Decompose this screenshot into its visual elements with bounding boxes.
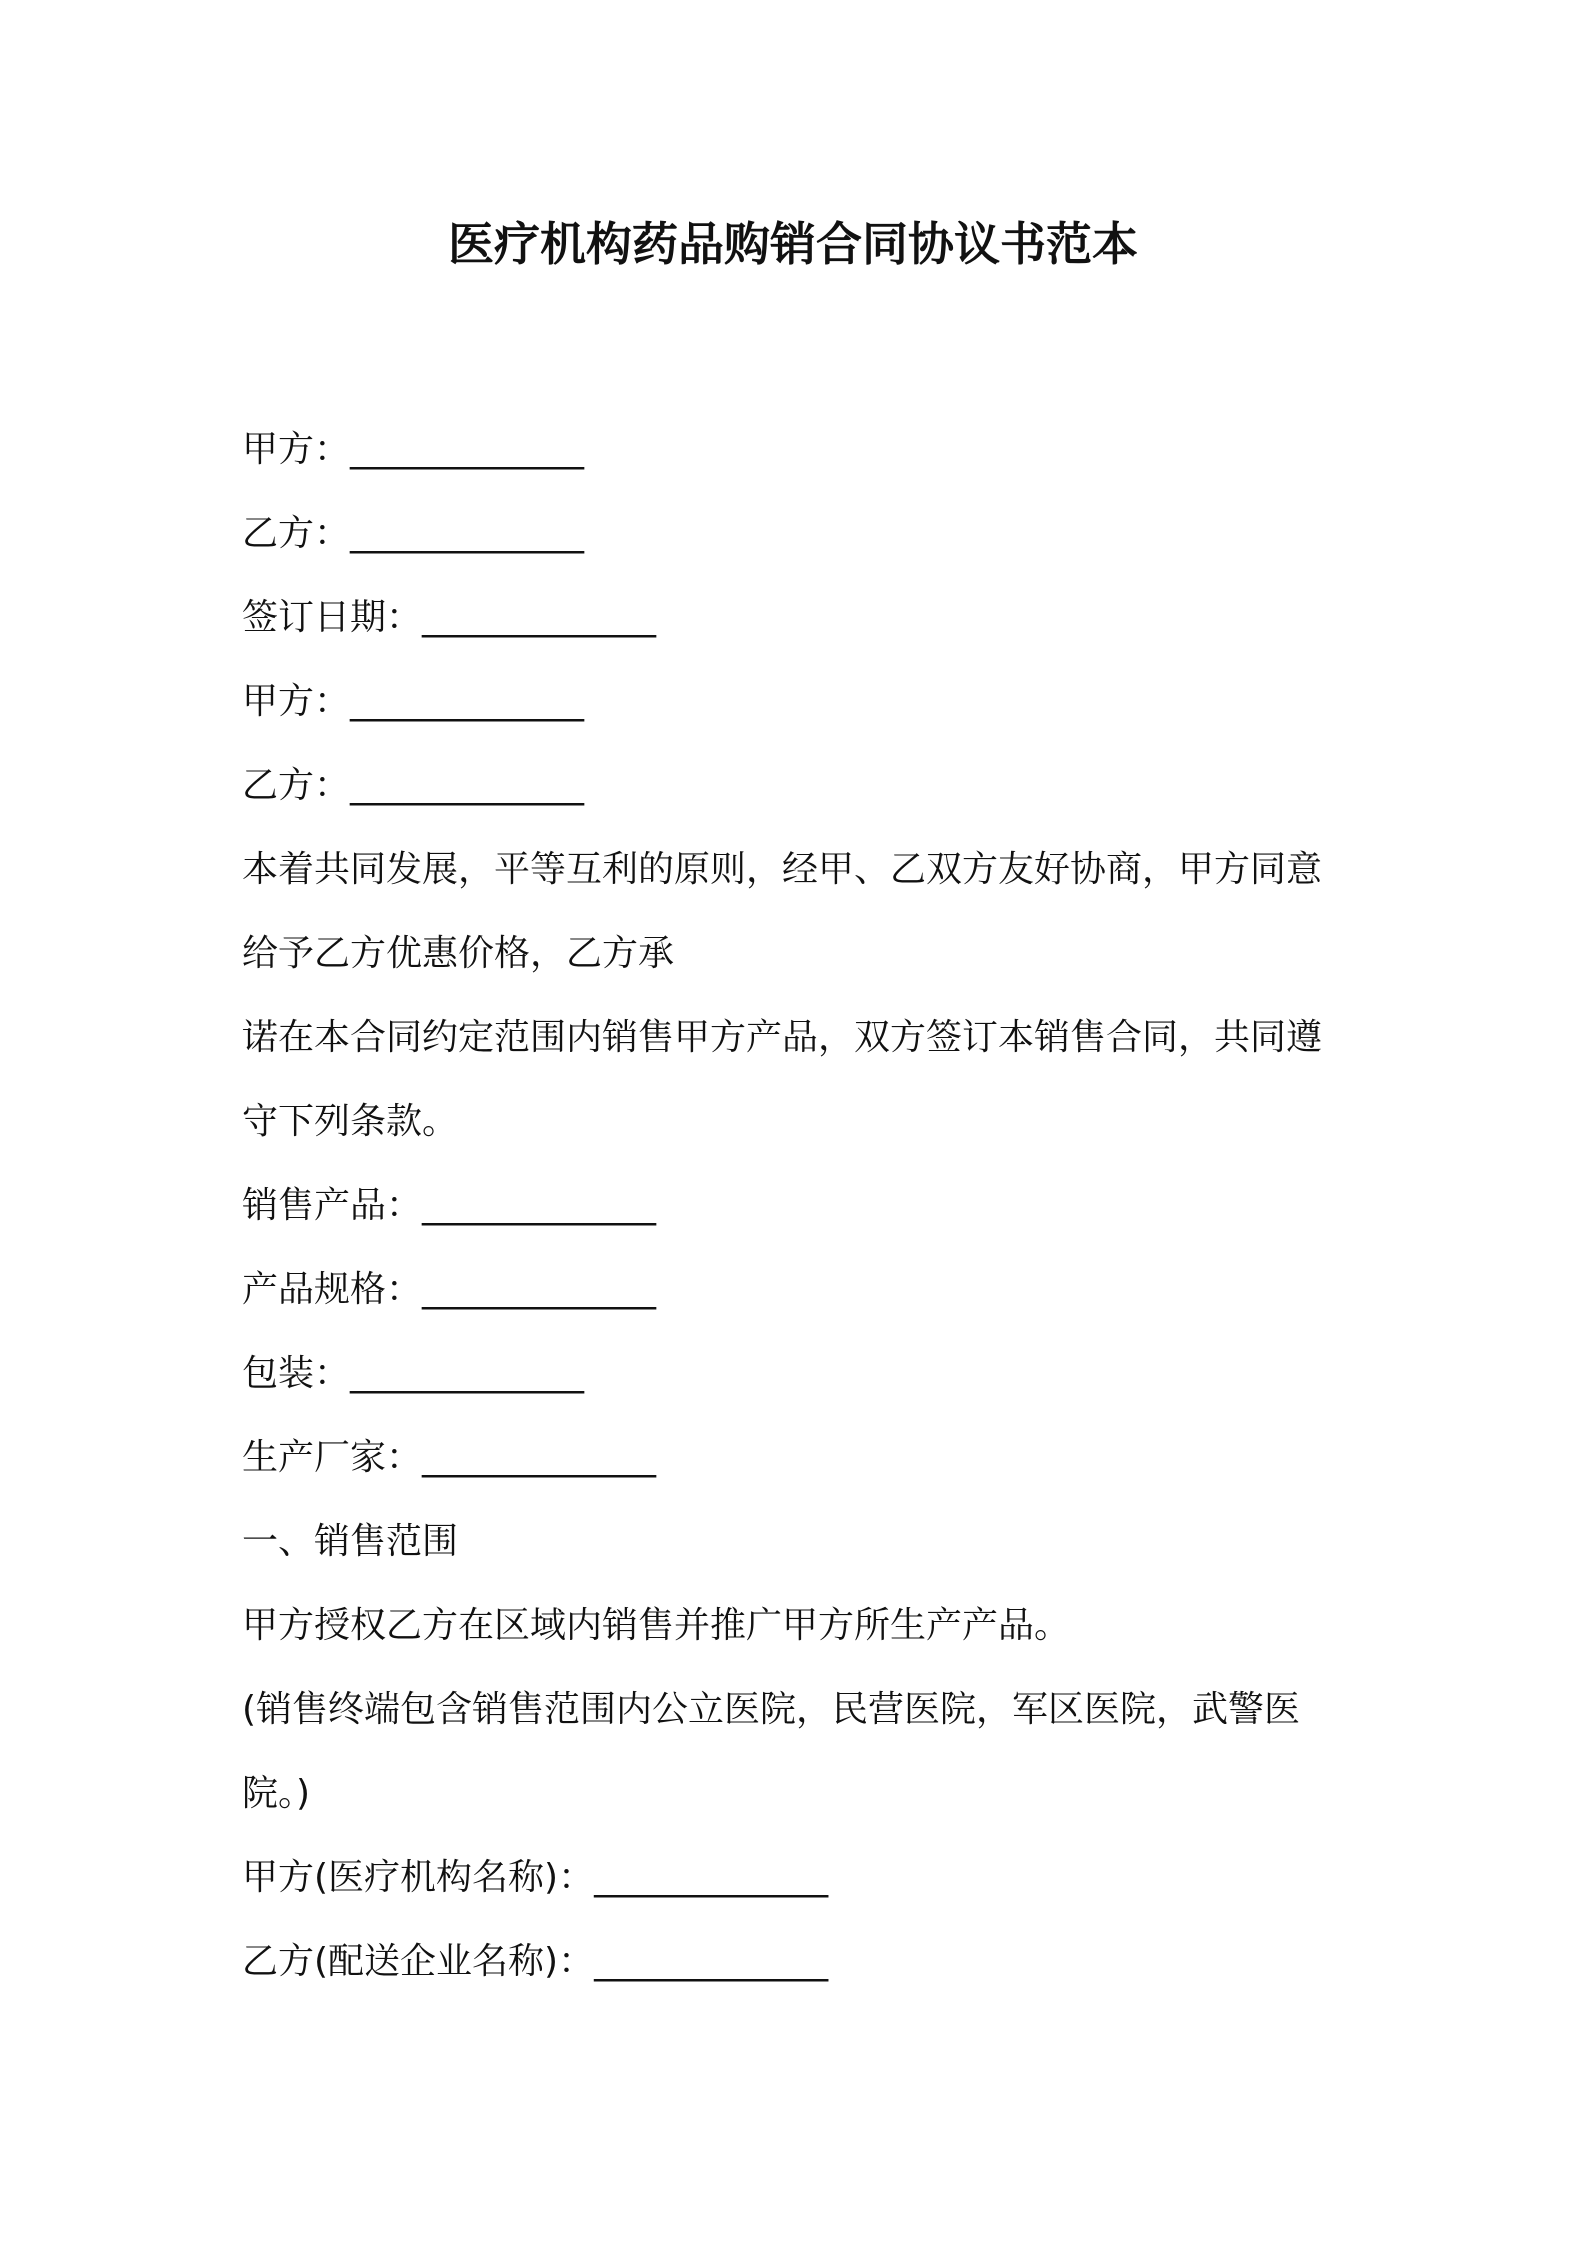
party-a-blank-2: _____________ bbox=[350, 681, 585, 722]
package-label: 包装： bbox=[242, 1353, 351, 1394]
manufacturer-label: 生产厂家： bbox=[242, 1437, 423, 1478]
party-b-line bbox=[242, 492, 1362, 576]
scope-text-line bbox=[242, 1584, 1362, 1668]
party-b-blank-2: _____________ bbox=[350, 765, 585, 806]
scope-text: 甲方授权乙方在区域内销售并推广甲方所生产产品。 bbox=[242, 1605, 1071, 1646]
scope-note-line-1 bbox=[242, 1668, 1362, 1752]
spec-blank: _____________ bbox=[422, 1269, 657, 1310]
intro-paragraph-line-2 bbox=[242, 912, 1362, 996]
medical-institution-blank: _____________ bbox=[594, 1857, 829, 1898]
intro-text-4: 守下列条款。 bbox=[242, 1101, 459, 1142]
party-b-label: 乙方： bbox=[242, 513, 351, 554]
intro-text-2: 给予乙方优惠价格，乙方承 bbox=[242, 933, 675, 974]
intro-text-1: 本着共同发展，平等互利的原则，经甲、乙双方友好协商，甲方同意 bbox=[242, 849, 1323, 890]
party-a-label: 甲方： bbox=[242, 429, 351, 470]
intro-text-3: 诺在本合同约定范围内销售甲方产品，双方签订本销售合同，共同遵 bbox=[242, 1017, 1323, 1058]
distributor-label: 乙方(配送企业名称)： bbox=[242, 1941, 595, 1982]
party-b-blank: _____________ bbox=[350, 513, 585, 554]
party-b-label-2: 乙方： bbox=[242, 765, 351, 806]
scope-note-line-2 bbox=[242, 1752, 1362, 1836]
manufacturer-blank: _____________ bbox=[422, 1437, 657, 1478]
scope-note-text-2: 院。) bbox=[242, 1773, 311, 1814]
intro-paragraph-line-1 bbox=[242, 828, 1362, 912]
distributor-blank: _____________ bbox=[594, 1941, 829, 1982]
party-a-blank: _____________ bbox=[350, 429, 585, 470]
section-heading-text: 一、销售范围 bbox=[242, 1521, 459, 1562]
signing-date-label: 签订日期： bbox=[242, 597, 423, 638]
signing-date-blank: _____________ bbox=[422, 597, 657, 638]
medical-institution-label: 甲方(医疗机构名称)： bbox=[242, 1857, 595, 1898]
section-heading-sales-scope bbox=[242, 1500, 1362, 1584]
signing-date-line bbox=[242, 576, 1362, 660]
spec-line bbox=[242, 1248, 1362, 1332]
manufacturer-line bbox=[242, 1416, 1362, 1500]
intro-paragraph-line-3 bbox=[242, 996, 1362, 1080]
party-a-label-2: 甲方： bbox=[242, 681, 351, 722]
scope-note-text-1: (销售终端包含销售范围内公立医院，民营医院，军区医院，武警医 bbox=[242, 1689, 1301, 1730]
product-line bbox=[242, 1164, 1362, 1248]
party-a-line-2 bbox=[242, 660, 1362, 744]
package-line bbox=[242, 1332, 1362, 1416]
party-b-line-2 bbox=[242, 744, 1362, 828]
package-blank: _____________ bbox=[350, 1353, 585, 1394]
product-label: 销售产品： bbox=[242, 1185, 423, 1226]
product-blank: _____________ bbox=[422, 1185, 657, 1226]
party-a-line bbox=[242, 408, 1362, 492]
intro-paragraph-line-4 bbox=[242, 1080, 1362, 1164]
medical-institution-line bbox=[242, 1836, 1362, 1920]
spec-label: 产品规格： bbox=[242, 1269, 423, 1310]
distributor-line bbox=[242, 1920, 1362, 2004]
document-title: 医疗机构药品购销合同协议书范本 bbox=[448, 217, 1138, 271]
document-body bbox=[242, 408, 1362, 2004]
